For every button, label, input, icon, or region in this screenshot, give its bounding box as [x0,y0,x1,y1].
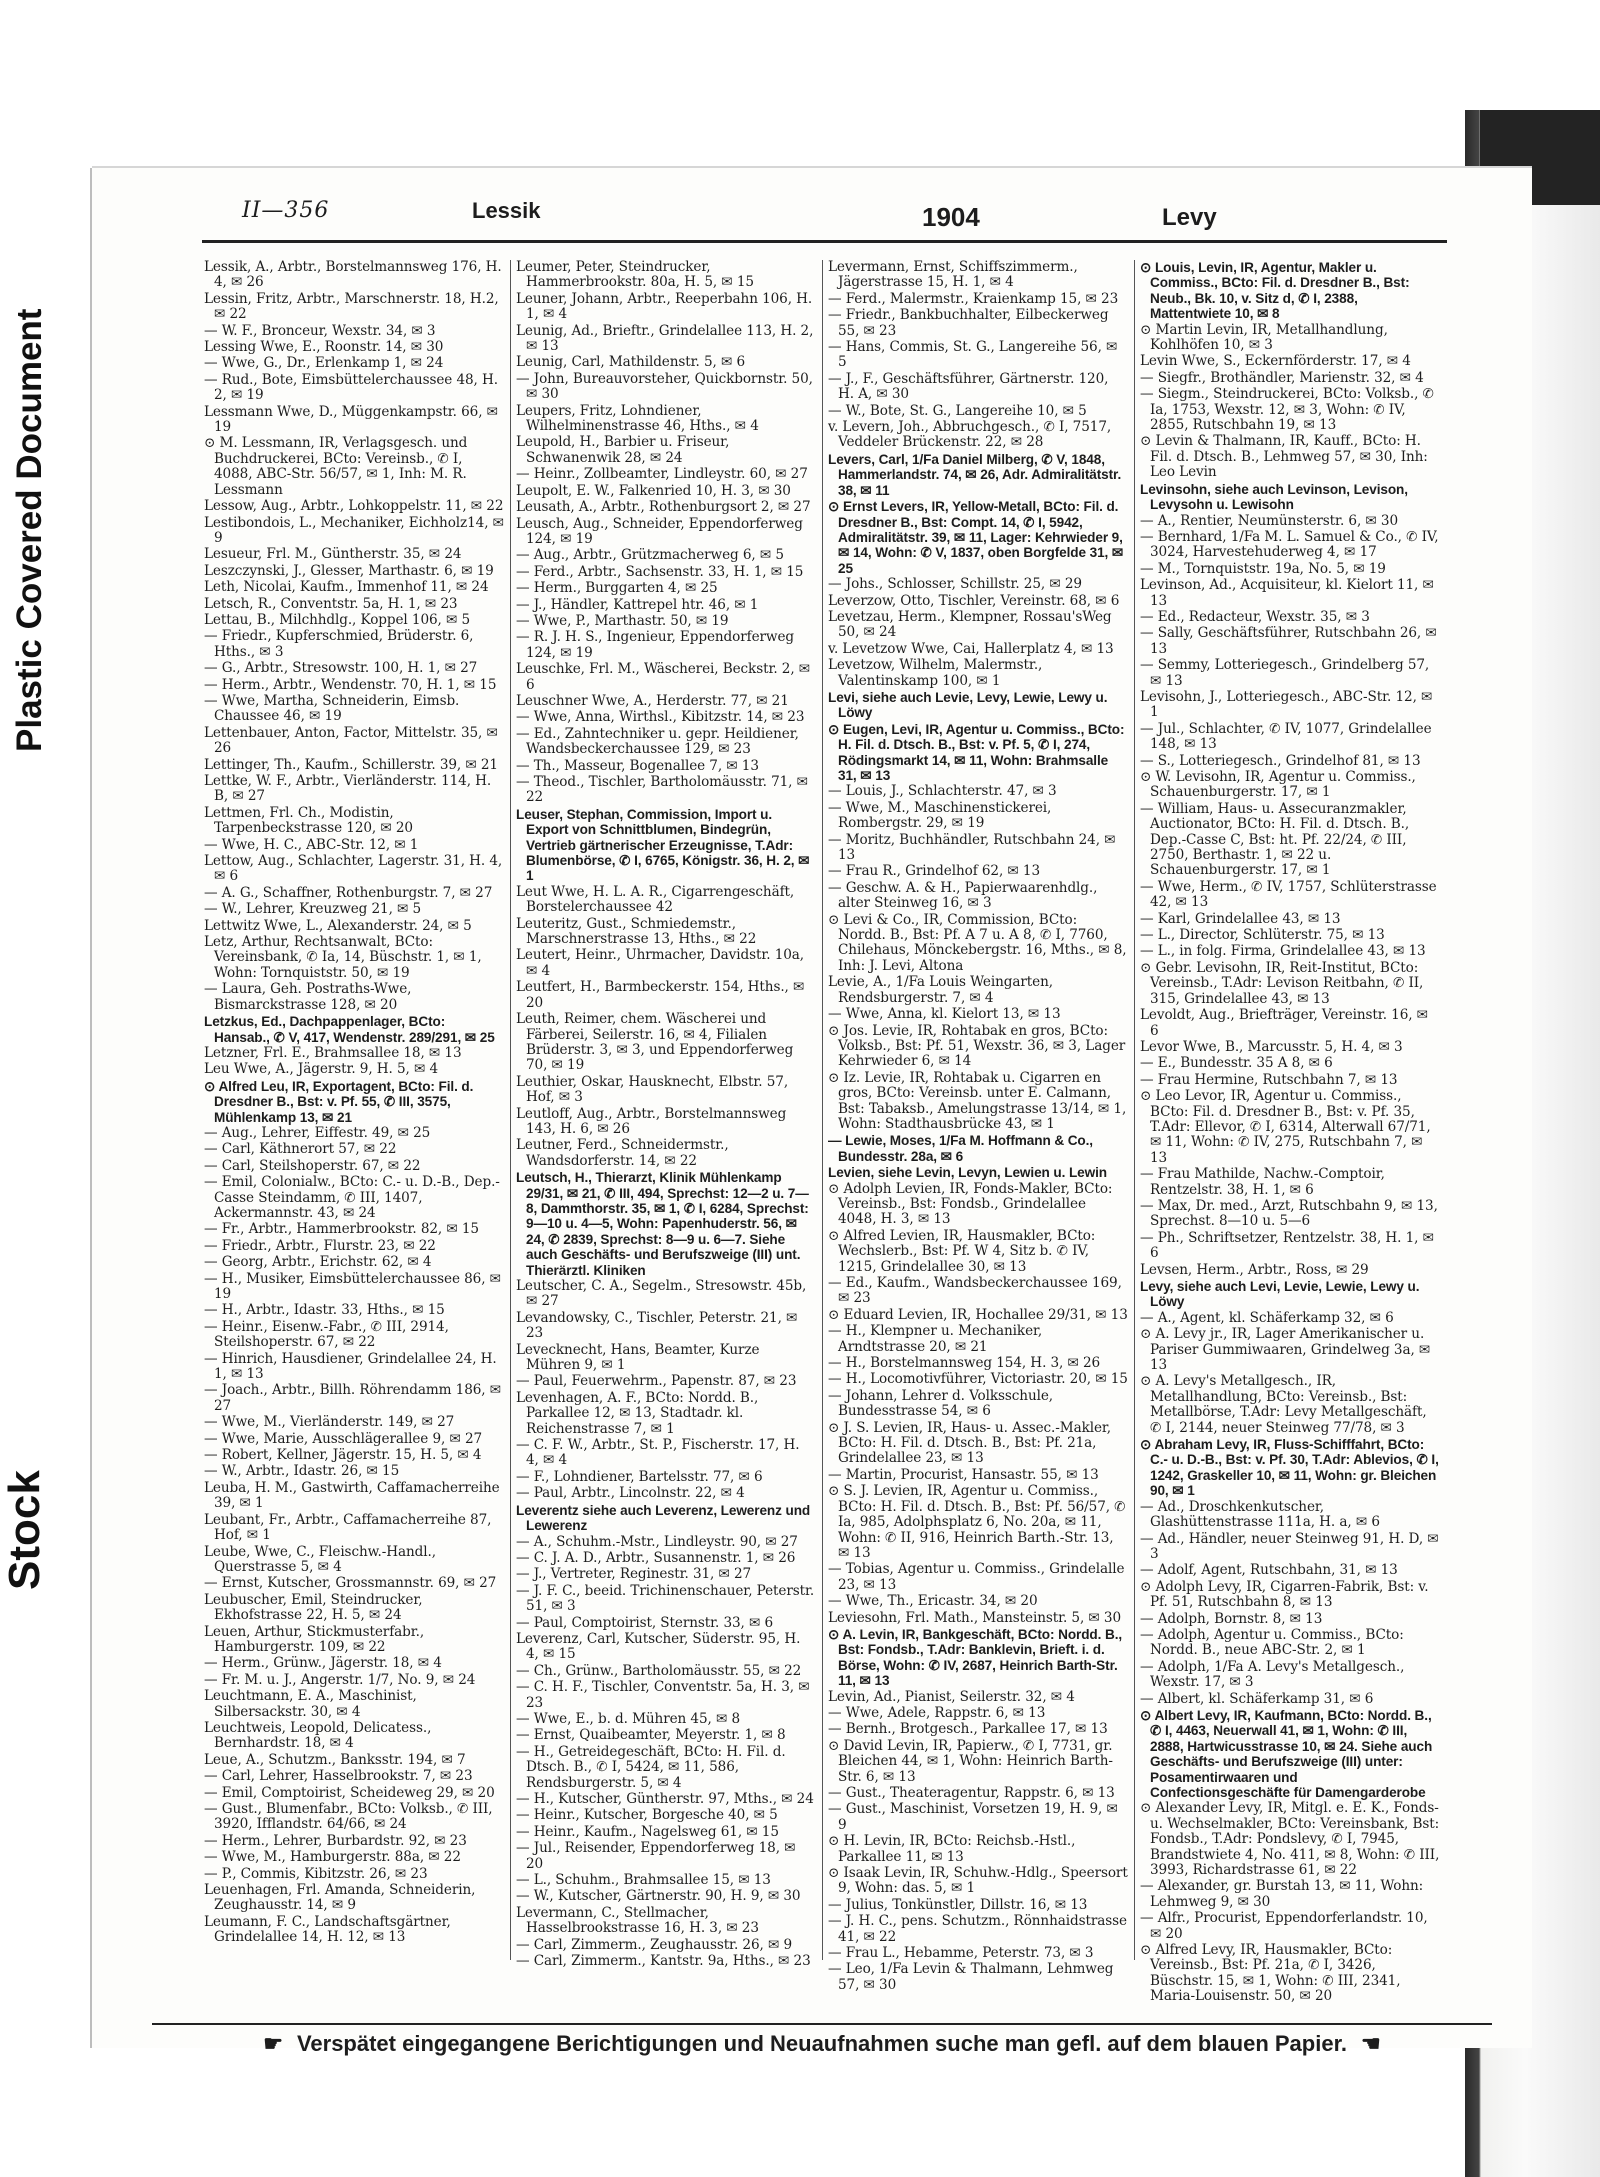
directory-entry: — Jul., Schlachter, ✆ IV, 1077, Grindelallee 148, ✉ 13 [1140,720,1432,753]
directory-entry: — W., Kutscher, Gärtnerstr. 90, H. 9, ✉ 30 [516,1888,801,1905]
directory-entry: — A., Agent, kl. Schäferkamp 32, ✉ 6 [1140,1309,1394,1326]
directory-entry: — Paul, Feuerwehrm., Papenstr. 87, ✉ 23 [516,1373,797,1390]
directory-entry: — Julius, Tonkünstler, Dillstr. 16, ✉ 13 [828,1896,1088,1913]
directory-entry: ⊙ Louis, Levin, IR, Agentur, Makler u. Commiss., BCto: Fil. d. Dresdner B., Bst: Neub., Bk. 10, v. Sitz d, ✆ I, 2388, Mattentwiete 10, ✉ 8 [1140,260,1410,322]
directory-entry: — Wwe, M., Maschinenstickerei, Rombergstr. 29, ✉ 19 [828,799,1052,832]
directory-entry: — Semmy, Lotteriegesch., Grindelberg 57, ✉ 13 [1140,657,1430,689]
directory-entry: — Wwe, Marie, Ausschlägerallee 9, ✉ 27 [204,1430,483,1447]
directory-entry: ⊙ A. Levy's Metallgesch., IR, Metallhandlung, BCto: Vereinsb., Bst: Metallbörse, T.Adr: Levy Metallgeschäft, ✆ I, 2144, neuer Steinweg 77/78, ✉ 3 [1140,1373,1427,1436]
directory-entry: — Georg, Arbtr., Erichstr. 62, ✉ 4 [204,1254,432,1271]
directory-entry: Levie, A., 1/Fa Louis Weingarten, Rendsburgerstr. 7, ✉ 4 [828,974,1053,1006]
directory-entry: — Theod., Tischler, Bartholomäusstr. 71, ✉ 22 [516,774,808,806]
directory-entry: Levoldt, Aug., Briefträger, Vereinstr. 16, ✉ 6 [1140,1007,1428,1039]
directory-entry: — W., Arbtr., Idastr. 26, ✉ 15 [204,1463,400,1480]
directory-entry: — L., in folg. Firma, Grindelallee 43, ✉ 13 [1140,943,1426,960]
directory-entry: Leuteritz, Gust., Schmiedemstr., Marschnerstrasse 13, Hths., ✉ 22 [516,915,757,948]
column-1 [204,260,504,1960]
directory-entry: — John, Bureauvorsteher, Quickbornstr. 50, ✉ 30 [516,370,813,403]
directory-entry: — Ferd., Malermstr., Kraienkamp 15, ✉ 23 [828,290,1119,307]
directory-entry: Leviesohn, Frl. Math., Mansteinstr. 5, ✉ 30 [828,1609,1122,1626]
pointing-hand-icon: ☛ [263,2031,283,2056]
directory-entry: Levor Wwe, B., Marcusstr. 5, H. 4, ✉ 3 [1140,1038,1403,1055]
directory-entry: Lessing Wwe, E., Roonstr. 14, ✉ 30 [204,339,444,356]
directory-entry: — Ph., Schriftsetzer, Rentzelstr. 38, H. 1, ✉ 6 [1140,1229,1434,1262]
directory-entry: — C. F. W., Arbtr., St. P., Fischerstr. 17, H. 4, ✉ 4 [516,1437,800,1469]
directory-entry: Levetzow, Wilhelm, Malermstr., Valentinskamp 100, ✉ 1 [828,657,1043,689]
directory-entry: Lessin, Fritz, Arbtr., Marschnerstr. 18, H.2, ✉ 22 [204,290,499,323]
directory-entry: — Gust., Theateragentur, Rappstr. 6, ✉ 13 [828,1785,1115,1801]
directory-entry: — Tobias, Agentur u. Commiss., Grindelalle 23, ✉ 13 [828,1561,1125,1593]
directory-entry: — Laura, Geh. Postraths-Wwe, Bismarckstrasse 128, ✉ 20 [204,981,412,1013]
pointing-hand-icon: ☚ [1361,2031,1381,2056]
directory-entry: ⊙ J. S. Levien, IR, Haus- u. Assec.-Makler, BCto: H. Fil. d. Dtsch. B., Bst: Pf. 21a, Grindelallee 23, ✉ 13 [828,1419,1112,1467]
directory-entry: — Rud., Bote, Eimsbüttelerchaussee 48, H. 2, ✉ 19 [204,371,498,404]
directory-entry: — Herm., Grünw., Jägerstr. 18, ✉ 4 [204,1655,442,1672]
directory-entry: — W., Lehrer, Kreuzweg 21, ✉ 5 [204,901,422,918]
directory-entry: Leubuscher, Emil, Steindrucker, Ekhofstrasse 22, H. 5, ✉ 24 [204,1591,423,1624]
directory-entry: ⊙ Levin & Thalmann, IR, Kauff., BCto: H. Fil. d. Dtsch. B., Lehmweg 57, ✉ 30, Inh: Leo Levin [1140,433,1428,481]
directory-entry: — E., Bundesstr. 35 A 8, ✉ 6 [1140,1055,1333,1072]
directory-entry: Leusath, A., Arbtr., Rothenburgsort 2, ✉ 27 [516,499,811,516]
directory-entry: — M., Tornquiststr. 19a, No. 5, ✉ 19 [1140,560,1386,577]
directory-entry: Levecknecht, Hans, Beamter, Kurze Mühren 9, ✉ 1 [516,1341,760,1374]
directory-entry: — Moritz, Buchhändler, Rutschbahn 24, ✉ 13 [828,831,1116,864]
directory-entry: — Th., Masseur, Bogenallee 7, ✉ 13 [516,757,759,774]
directory-entry: Levin, Ad., Pianist, Seilerstr. 32, ✉ 4 [828,1688,1075,1705]
directory-entry: Leumann, F. C., Landschaftsgärtner, Grindelallee 14, H. 12, ✉ 13 [204,1913,451,1946]
directory-entry: — Carl, Lehrer, Hasselbrookstr. 7, ✉ 23 [204,1768,473,1785]
directory-entry: — W., Bote, St. G., Langereihe 10, ✉ 5 [828,402,1087,419]
directory-entry: ⊙ H. Levin, IR, BCto: Reichsb.-Hstl., Parkallee 11, ✉ 13 [828,1833,1076,1865]
directory-entry: Leumer, Peter, Steindrucker, Hammerbrookstr. 80a, H. 5, ✉ 15 [516,259,754,291]
directory-entry: — Martin, Procurist, Hansastr. 55, ✉ 13 [828,1466,1099,1483]
directory-entry: Leutsch, H., Thierarzt, Klinik Mühlenkamp 29/31, ✉ 21, ✆ III, 494, Sprechst: 12—2 u. 7—8, Dammthorstr. 35, ✉ 1, ✆ I, 6284, Sprechst: 9—10 u. 4—5, Wohn: Papenhuderstr. 56, ✉ 24, ✆ 2839, Sprechst: 8—9 u. 6—7. Siehe auch Geschäfts- und Berufszweige (III) unt. Thierärztl. Kliniken [516,1170,809,1278]
directory-entry: — Adolph, Bornstr. 8, ✉ 13 [1140,1610,1323,1627]
directory-entry: Leupolt, E. W., Falkenried 10, H. 3, ✉ 30 [516,482,791,499]
directory-entry: — Wwe, P., Marthastr. 50, ✉ 19 [516,612,729,629]
directory-entry: Levers, Carl, 1/Fa Daniel Milberg, ✆ V, 1848, Hammerlandstr. 74, ✉ 26, Adr. Admiralitätstr. 38, ✉ 11 [828,451,1122,498]
directory-entry: Leue, A., Schutzm., Banksstr. 194, ✉ 7 [204,1751,466,1768]
directory-entry: — Ed., Zahntechniker u. gepr. Heildiener, Wandsbeckerchaussee 129, ✉ 23 [516,725,799,758]
directory-entry: Leutner, Ferd., Schneidermstr., Wandsdorferstr. 14, ✉ 22 [516,1137,729,1169]
directory-entry: Leupold, H., Barbier u. Friseur, Schwanenwik 28, ✉ 24 [516,434,730,466]
directory-entry: Leutloff, Aug., Arbtr., Borstelmannsweg 143, H. 6, ✉ 26 [516,1105,787,1137]
directory-entry: — L., Director, Schlüterstr. 75, ✉ 13 [1140,927,1385,944]
directory-entry: — J., Händler, Kattrepel htr. 46, ✉ 1 [516,596,759,613]
directory-entry: — Max, Dr. med., Arzt, Rutschbahn 9, ✉ 13, Sprechst. 8—10 u. 5—6 [1140,1197,1438,1230]
side-fragment: Stock [0,1470,49,1590]
directory-entry: Leuner, Johann, Arbtr., Reeperbahn 106, H. 1, ✉ 4 [516,290,813,323]
directory-entry: — Frau R., Grindelhof 62, ✉ 13 [828,863,1041,880]
directory-entry: — Bernhard, 1/Fa M. L. Samuel & Co., ✆ IV, 3024, Harvestehuderweg 4, ✉ 17 [1140,528,1439,561]
directory-entry: — A., Schuhm.-Mstr., Lindleystr. 90, ✉ 27 [516,1533,798,1550]
directory-entry: — Frau Hermine, Rutschbahn 7, ✉ 13 [1140,1071,1398,1088]
directory-entry: ⊙ Adolph Levy, IR, Cigarren-Fabrik, Bst: v. Pf. 51, Rutschbahn 8, ✉ 13 [1140,1578,1429,1611]
directory-entry: — Wwe, H. C., ABC-Str. 12, ✉ 1 [204,836,419,853]
directory-entry: — Wwe, M., Hamburgerstr. 88a, ✉ 22 [204,1849,461,1866]
directory-entry: Levisohn, J., Lotteriegesch., ABC-Str. 12, ✉ 1 [1140,688,1433,721]
directory-entry: — Alfr., Procurist, Eppendorferlandstr. 10, ✉ 20 [1140,1910,1428,1942]
directory-entry: — H., Locomotivführer, Victoriastr. 20, ✉ 15 [828,1371,1128,1388]
directory-entry: ⊙ Alexander Levy, IR, Mitgl. e. E. K., Fonds-u. Wechselmakler, BCto: Vereinsbank, Bst: Fondsb., T.Adr: Pondslevy, ✆ I, 7945, Brandstwiete 4, No. 411, ✉ 8, Wohn: ✆ III, 3993, Richardstrasse 61, ✉ 22 [1140,1800,1440,1879]
directory-entry: — Emil, Comptoirist, Scheideweg 29, ✉ 20 [204,1784,495,1801]
side-label: Plastic Covered Document [10,308,49,752]
directory-entry: — H., Borstelmannsweg 154, H. 3, ✉ 26 [828,1355,1101,1372]
directory-entry: ⊙ Isaak Levin, IR, Schuhw.-Hdlg., Speersort 9, Wohn: das. 5, ✉ 1 [828,1865,1128,1897]
directory-entry: — J., Vertreter, Reginestr. 31, ✉ 27 [516,1566,752,1583]
directory-entry: — Wwe, Anna, Wirthsl., Kibitzstr. 14, ✉ 23 [516,709,805,726]
directory-entry: Lettow, Aug., Schlachter, Lagerstr. 31, H. 4, ✉ 6 [204,853,503,885]
directory-entry: Leu Wwe, A., Jägerstr. 9, H. 5, ✉ 4 [204,1061,439,1078]
guide-word-left: Lessik [472,198,541,223]
footer-notice [152,2023,1492,2063]
directory-entry: — Carl, Steilshoperstr. 67, ✉ 22 [204,1157,421,1174]
directory-entry: — A., Rentier, Neumünsterstr. 6, ✉ 30 [1140,512,1398,529]
directory-entry: — Louis, J., Schlachterstr. 47, ✉ 3 [828,783,1057,800]
directory-entry: Levi, siehe auch Levie, Levy, Lewie, Lewy u. Löwy [828,689,1108,721]
directory-entry: — Heinr., Zollbeamter, Lindleystr. 60, ✉ 27 [516,466,808,483]
directory-entry: — Hinrich, Hausdiener, Grindelallee 24, H. 1, ✉ 13 [204,1350,497,1383]
directory-entry: — C. H. F., Tischler, Conventstr. 5a, H. 3, ✉ 23 [516,1679,810,1711]
directory-entry: — Gust., Blumenfabr., BCto: Volksb., ✆ III, 3920, Ifflandstr. 64/66, ✉ 24 [204,1801,493,1833]
directory-entry: — R. J. H. S., Ingenieur, Eppendorferweg 124, ✉ 19 [516,629,795,661]
directory-entry: — Frau Mathilde, Nachw.-Comptoir, Rentzelstr. 38, H. 1, ✉ 6 [1140,1166,1385,1198]
directory-entry: Levsen, Herm., Arbtr., Ross, ✉ 29 [1140,1261,1369,1278]
directory-entry: ⊙ Eugen, Levi, IR, Agentur u. Commiss., BCto: H. Fil. d. Dtsch. B., Bst: v. Pf. 5, ✆ I, 274, Rödingsmarkt 14, ✉ 11, Wohn: Brahmsalle 31, ✉ 13 [828,721,1125,783]
directory-entry: Leunig, Ad., Brieftr., Grindelallee 113, H. 2, ✉ 13 [516,322,814,355]
directory-entry: Leuschke, Frl. M., Wäscherei, Beckstr. 2, ✉ 6 [516,661,811,693]
directory-entry: Leupers, Fritz, Lohndiener, Wilhelminenstrasse 46, Hths., ✉ 4 [516,402,759,435]
directory-entry: — Ernst, Quaibeamter, Meyerstr. 1, ✉ 8 [516,1727,786,1744]
directory-entry: — Heinr., Kutscher, Borgesche 40, ✉ 5 [516,1807,778,1824]
directory-entry: — Albert, kl. Schäferkamp 31, ✉ 6 [1140,1690,1374,1707]
column-4 [1140,260,1440,2005]
directory-entry: — J. H. C., pens. Schutzm., Rönnhaidstrasse 41, ✉ 22 [828,1913,1127,1945]
directory-entry: ⊙ Adolph Levien, IR, Fonds-Makler, BCto: Vereinsb., Bst: Fondsb., Grindelallee 4048, H. 3, ✉ 13 [828,1180,1113,1228]
directory-entry: — Carl, Käthnerort 57, ✉ 22 [204,1141,397,1158]
directory-entry: — Friedr., Arbtr., Flurstr. 23, ✉ 22 [204,1237,436,1254]
directory-entry: — Adolph, Agentur u. Commiss., BCto: Nordd. B., neue ABC-Str. 2, ✉ 1 [1140,1626,1404,1659]
directory-entry: Letz, Arthur, Rechtsanwalt, BCto: Vereinsbank, ✆ Ia, 14, Büschstr. 1, ✉ 1, Wohn: Tornquiststr. 50, ✉ 19 [204,934,482,981]
directory-entry: Leuschner Wwe, A., Herderstr. 77, ✉ 21 [516,692,789,709]
directory-entry: — H., Getreidegeschäft, BCto: H. Fil. d. Dtsch. B., ✆ I, 5424, ✉ 11, 586, Rendsburgerstr. 5, ✉ 4 [516,1743,786,1791]
directory-entry: — Herm., Lehrer, Burbardstr. 92, ✉ 23 [204,1832,467,1849]
directory-entry: Levinsohn, siehe auch Levinson, Levison, Levysohn u. Lewisohn [1140,481,1408,513]
page-number: II—356 [242,198,330,223]
directory-entry: — Friedr., Kupferschmied, Brüderstr. 6, Hths., ✉ 3 [204,628,474,660]
directory-entry: Lettke, W. F., Arbtr., Vierländerstr. 114, H. B, ✉ 27 [204,773,492,805]
directory-entry: — W. F., Bronceur, Wexstr. 34, ✉ 3 [204,322,436,339]
directory-entry: Leuba, H. M., Gastwirth, Caffamacherreihe 39, ✉ 1 [204,1479,500,1512]
directory-entry: — Wwe, Adele, Rappstr. 6, ✉ 13 [828,1704,1046,1721]
directory-entry: — S., Lotteriegesch., Grindelhof 81, ✉ 13 [1140,752,1421,769]
directory-entry: Levy, siehe auch Levi, Levie, Lewie, Lewy u. Löwy [1140,1279,1420,1310]
directory-entry: Leutscher, C. A., Segelm., Stresowstr. 45b, ✉ 27 [516,1278,807,1310]
directory-entry: — Adolf, Agent, Rutschbahn, 31, ✉ 13 [1140,1562,1398,1579]
directory-entry: Leusch, Aug., Schneider, Eppendorferweg 124, ✉ 19 [516,515,803,547]
directory-entry: ⊙ S. J. Levien, IR, Agentur u. Commiss., BCto: H. Fil. d. Dtsch. B., Bst: Pf. 56/57, ✆ Ia, 985, Adolphsplatz 6, No. 20a, ✉ 11, Wohn: ✆ II, 916, Heinrich Barth.-Str. 13, ✉ 13 [828,1483,1126,1561]
directory-entry: Leverenz, Carl, Kutscher, Süderstr. 95, H. 4, ✉ 15 [516,1630,801,1663]
directory-page [92,168,1532,2056]
column-3 [828,259,1128,1993]
directory-entry: Leubant, Fr., Arbtr., Caffamacherreihe 87, Hof, ✉ 1 [204,1511,492,1544]
directory-entry: — Johann, Lehrer d. Volksschule, Bundesstrasse 54, ✉ 6 [828,1387,1054,1420]
directory-entry: ⊙ Alfred Levy, IR, Hausmakler, BCto: Vereinsb., Bst: Pf. 21a, ✆ I, 3426, Büschstr. 15, ✉ 1, Wohn: ✆ III, 2341, Maria-Louisenstr. 50, ✉ 20 [1140,1942,1401,2005]
guide-word-right: Levy [1162,204,1217,231]
directory-entry: — H., Klempner u. Mechaniker, Arndtstrasse 20, ✉ 21 [828,1323,1043,1355]
directory-entry: — Geschw. A. & H., Papierwaarenhdlg., alter Steinweg 16, ✉ 3 [828,879,1098,912]
directory-entry: ⊙ A. Levy jr., IR, Lager Amerikanischer u. Pariser Gummiwaaren, Grindelweg 3a, ✉ 13 [1140,1326,1431,1374]
directory-entry: Levinson, Ad., Acquisiteur, kl. Kielort 11, ✉ 13 [1140,577,1434,609]
directory-entry: ⊙ Eduard Levien, IR, Hochallee 29/31, ✉ 13 [828,1306,1128,1323]
directory-entry: — Fr., Arbtr., Hammerbrookstr. 82, ✉ 15 [204,1221,479,1238]
directory-entry: — Wwe, Martha, Schneiderin, Eimsb. Chaussee 46, ✉ 19 [204,692,460,725]
directory-entry: — Ad., Händler, neuer Steinweg 91, H. D, ✉ 3 [1140,1530,1439,1562]
directory-entry: — Heinr., Kaufm., Nagelsweg 61, ✉ 15 [516,1823,779,1840]
directory-entry: ⊙ David Levin, IR, Papierw., ✆ I, 7731, gr. Bleichen 44, ✉ 1, Wohn: Heinrich Barth-Str. 6, ✉ 13 [828,1737,1113,1785]
directory-entry: ⊙ M. Lessmann, IR, Verlagsgesch. und Buchdruckerei, BCto: Vereinsb., ✆ I, 4088, ABC-Str. 56/57, ✉ 1, Inh: M. R. Lessmann [204,435,468,498]
directory-entry: Letsch, R., Conventstr. 5a, H. 1, ✉ 23 [204,595,458,612]
directory-entry: — Wwe, Anna, kl. Kielort 13, ✉ 13 [828,1006,1061,1023]
directory-entry: Leuser, Stephan, Commission, Import u. Export von Schnittblumen, Bindegrün, Vertrieb gärtnerischer Erzeugnisse, T.Adr: Blumenbörse, ✆ I, 6765, Königstr. 36, H. 2, ✉ 1 [516,806,810,884]
directory-entry: — L., Schuhm., Brahmsallee 15, ✉ 13 [516,1872,771,1889]
directory-entry: ⊙ Abraham Levy, IR, Fluss-Schifffahrt, BCto: C.- u. D.-B., Bst: v. Pf. 30, T.Adr: Ablevios, ✆ I, 1242, Graskeller 10, ✉ 11, Wohn: gr. Bleichen 90, ✉ 1 [1140,1437,1439,1499]
directory-entry: — Wwe, E., b. d. Mühren 45, ✉ 8 [516,1710,741,1727]
directory-entry: — Leo, 1/Fa Levin & Thalmann, Lehmweg 57, ✉ 30 [828,1961,1114,1993]
directory-entry: ⊙ Gebr. Levisohn, IR, Reit-Institut, BCto: Vereinsb., T.Adr: Levison Reitbahn, ✆ II, 315, Grindelallee 43, ✉ 13 [1140,959,1424,1007]
header-rule [202,240,1447,243]
directory-entry: — P., Commis, Kibitzstr. 26, ✉ 23 [204,1865,428,1882]
directory-entry: — A. G., Schaffner, Rothenburgstr. 7, ✉ 27 [204,884,493,901]
directory-entry: Leutfert, H., Barmbeckerstr. 154, Hths., ✉ 20 [516,979,805,1011]
directory-entry: Leuthier, Oskar, Hausknecht, Elbstr. 57, Hof, ✉ 3 [516,1073,789,1106]
directory-entry: — Heinr., Eisenw.-Fabr., ✆ III, 2914, Steilshoperstr. 67, ✉ 22 [204,1318,449,1351]
directory-entry: — Herm., Arbtr., Wendenstr. 70, H. 1, ✉ 15 [204,676,497,693]
directory-entry: — Wwe, G., Dr., Erlenkamp 1, ✉ 24 [204,355,444,372]
directory-entry: — Sally, Geschäftsführer, Rutschbahn 26, ✉ 13 [1140,625,1437,657]
directory-entry: — Aug., Lehrer, Eiffestr. 49, ✉ 25 [204,1124,431,1141]
directory-entry: — Lewie, Moses, 1/Fa M. Hoffmann & Co., Bundesstr. 28a, ✉ 6 [828,1133,1093,1164]
directory-entry: Levandowsky, C., Tischler, Peterstr. 21, ✉ 23 [516,1309,798,1342]
directory-entry: Lettinger, Th., Kaufm., Schillerstr. 39, ✉ 21 [204,756,498,773]
directory-entry: ⊙ Albert Levy, IR, Kaufmann, BCto: Nordd. B., ✆ I, 4463, Neuerwall 41, ✉ 1, Wohn: ✆ III, 2888, Hartwicusstrasse 10, ✉ 24. Siehe auch Geschäfts- und Berufszweige (III) unter: Posamentirwaaren und Confectionsgeschäfte für Damengarderobe [1140,1707,1433,1800]
footer-text: Verspätet eingegangene Berichtigungen und Neuaufnahmen suche man gefl. auf dem blauen Papier. [296,2031,1348,2056]
directory-entry: — Friedr., Bankbuchhalter, Eilbeckerweg 55, ✉ 23 [828,307,1109,339]
directory-entry: — Jul., Reisender, Eppendorferweg 18, ✉ 20 [516,1840,796,1872]
directory-entry: — C. J. A. D., Arbtr., Susannenstr. 1, ✉ 26 [516,1549,796,1566]
directory-entry: ⊙ Levi & Co., IR, Commission, BCto: Nordd. B., Bst: Pf. A 7 u. A 8, ✆ I, 7760, Chilehaus, Mönckebergstr. 16, Mths., ✉ 8, Inh: J. Levi, Altona [828,911,1127,974]
directory-entry: — Alexander, gr. Burstah 13, ✉ 11, Wohn: Lehmweg 9, ✉ 30 [1140,1878,1424,1910]
directory-entry: Lessmann Wwe, D., Müggenkampstr. 66, ✉ 19 [204,403,498,436]
directory-entry: — Ch., Grünw., Bartholomäusstr. 55, ✉ 22 [516,1662,802,1679]
directory-entry: Lesueur, Frl. M., Güntherstr. 35, ✉ 24 [204,546,462,563]
directory-entry: ⊙ Alfred Leu, IR, Exportagent, BCto: Fil. d. Dresdner B., Bst: v. Pf. 55, ✆ III, 3575, Mühlenkamp 13, ✉ 21 [204,1078,474,1125]
directory-entry: Lestibondois, L., Mechaniker, Eichholz14, ✉ 9 [204,514,504,546]
directory-entry: — Ed., Kaufm., Wandsbeckerchaussee 169, ✉ 23 [828,1275,1122,1307]
directory-entry: Letzner, Frl. E., Brahmsallee 18, ✉ 13 [204,1044,462,1061]
directory-entry: — Robert, Kellner, Jägerstr. 15, H. 5, ✉ 4 [204,1447,482,1464]
directory-entry: v. Levern, Joh., Abbruchgesch., ✆ I, 7517, Veddeler Brückenstr. 22, ✉ 28 [828,419,1112,451]
directory-entry: — Ferd., Arbtr., Sachsenstr. 33, H. 1, ✉ 15 [516,563,804,580]
directory-entry: — Wwe, M., Vierländerstr. 149, ✉ 27 [204,1414,455,1431]
directory-entry: — Carl, Zimmerm., Kantstr. 9a, Hths., ✉ 23 [516,1953,811,1970]
directory-entry: ⊙ Iz. Levie, IR, Rohtabak u. Cigarren en gros, BCto: Vereinsb. unter E. Calmann, Bst: Tabaksb., Amelungstrasse 13/14, ✉ 1, Wohn: Stadthausbrücke 43, ✉ 1 [828,1069,1127,1132]
directory-entry: Leutert, Heinr., Uhrmacher, Davidstr. 10a, ✉ 4 [516,947,805,979]
directory-entry: — H., Musiker, Eimsbüttelerchaussee 86, ✉ 19 [204,1270,501,1302]
directory-entry: Levermann, C., Stellmacher, Hasselbrookstrasse 16, H. 3, ✉ 23 [516,1904,759,1937]
directory-entry: v. Levetzow Wwe, Cai, Hallerplatz 4, ✉ 13 [828,640,1114,657]
directory-entry: Lettau, B., Milchhdlg., Koppel 106, ✉ 5 [204,611,471,628]
directory-entry: — H., Kutscher, Güntherstr. 97, Mths., ✉ 24 [516,1791,814,1807]
directory-entry: — Herm., Burggarten 4, ✉ 25 [516,580,718,597]
directory-entry: — Bernh., Brotgesch., Parkallee 17, ✉ 13 [828,1721,1108,1738]
directory-entry: Levermann, Ernst, Schiffszimmerm., Jägerstrasse 15, H. 1, ✉ 4 [828,259,1078,291]
directory-entry: — Carl, Zimmerm., Zeughausstr. 26, ✉ 9 [516,1936,792,1953]
directory-entry: ⊙ Alfred Levien, IR, Hausmakler, BCto: Wechslerb., Bst: Pf. W 4, Sitz b. ✆ IV, 1215, Grindelallee 30, ✉ 13 [828,1227,1096,1275]
directory-entry: — Ad., Droschkenkutscher, Glashüttenstrasse 111a, H. a, ✉ 6 [1140,1498,1380,1531]
directory-entry: Levien, siehe Levin, Levyn, Lewien u. Lewin [828,1165,1107,1181]
directory-entry: Leverentz siehe auch Leverenz, Lewerenz und Lewerenz [516,1502,811,1534]
directory-entry: — Johs., Schlosser, Schillstr. 25, ✉ 29 [828,576,1082,593]
directory-entry: Lettenbauer, Anton, Factor, Mittelstr. 35, ✉ 26 [204,724,498,757]
directory-entry: Leuenhagen, Frl. Amanda, Schneiderin, Zeughausstr. 14, ✉ 9 [204,1882,476,1914]
directory-entry: ⊙ Jos. Levie, IR, Rohtabak en gros, BCto: Volksb., Bst: Pf. 51, Wexstr. 36, ✉ 3, Lager Kehrwieder 6, ✉ 14 [828,1022,1126,1070]
directory-entry: Leuth, Reimer, chem. Wäscherei und Färberei, Seilerstr. 16, ✉ 4, Filialen Brüderstr. 3, ✉ 3, und Eppendorferweg 70, ✉ 19 [516,1011,794,1074]
column-2 [516,259,816,1970]
directory-entry: ⊙ Ernst Levers, IR, Yellow-Metall, BCto: Fil. d. Dresdner B., Bst: Compt. 14, ✆ I, 5942, Admiralitätstr. 39, ✉ 11, Lager: Kehrwieder 9, ✉ 14, Wohn: ✆ V, 1837, oben Borgfelde 31, ✉ 25 [828,499,1124,576]
directory-entry: — H., Arbtr., Idastr. 33, Hths., ✉ 15 [204,1302,445,1319]
directory-entry: — Ed., Redacteur, Wexstr. 35, ✉ 3 [1140,608,1370,625]
directory-entry: — Frau L., Hebamme, Peterstr. 73, ✉ 3 [828,1945,1094,1962]
directory-entry: — Ernst, Kutscher, Grossmannstr. 69, ✉ 27 [204,1575,497,1592]
directory-entry: ⊙ A. Levin, IR, Bankgeschäft, BCto: Nordd. B., Bst: Fondsb., T.Adr: Banklevin, Brieft. i. d. Börse, Wohn: ✆ IV, 2687, Heinrich Barth-Str. 11, ✉ 13 [828,1626,1123,1689]
directory-entry: — Siegfr., Brothändler, Marienstr. 32, ✉ 4 [1140,369,1424,386]
directory-entry: — Adolph, 1/Fa A. Levy's Metallgesch., Wexstr. 17, ✉ 3 [1140,1658,1405,1691]
directory-entry: — Siegm., Steindruckerei, BCto: Volksb., ✆ Ia, 1753, Wexstr. 12, ✉ 3, Wohn: ✆ IV, 2855, Rutschbahn 19, ✉ 13 [1140,386,1434,434]
directory-entry: — Fr. M. u. J., Angerstr. 1/7, No. 9, ✉ 24 [204,1671,476,1688]
directory-entry: Lessik, A., Arbtr., Borstelmannsweg 176, H. 4, ✉ 26 [204,259,502,291]
directory-entry: Levenhagen, A. F., BCto: Nordd. B., Parkallee 12, ✉ 13, Stadtadr. kl. Reichenstrasse 7, ✉ 1 [516,1389,759,1437]
directory-entry: Levetzau, Herm., Klempner, Rossau'sWeg 50, ✉ 24 [828,608,1112,641]
directory-entry: — G., Arbtr., Stresowstr. 100, H. 1, ✉ 27 [204,660,478,677]
directory-entry: Leuen, Arthur, Stickmusterfabr., Hamburgerstr. 109, ✉ 22 [204,1623,425,1655]
directory-entry: Lettmen, Frl. Ch., Modistin, Tarpenbeckstrasse 120, ✉ 20 [204,804,413,837]
directory-entry: Levin Wwe, S., Eckernförderstr. 17, ✉ 4 [1140,353,1411,370]
directory-entry: — Aug., Arbtr., Grützmacherweg 6, ✉ 5 [516,547,784,564]
directory-entry: — William, Haus- u. Assecuranzmakler, Auctionator, BCto: H. Fil. d. Dtsch. B., Dep.-Casse C, Bst: ht. Pf. 22/24, ✆ III, 2750, Berthastr. 1, ✉ 22 u. Schauenburgerstr. 17, ✉ 1 [1140,800,1410,879]
directory-entry: Lettwitz Wwe, L., Alexanderstr. 24, ✉ 5 [204,917,472,934]
directory-entry: — Wwe, Herm., ✆ IV, 1757, Schlüterstrasse 42, ✉ 13 [1140,878,1437,911]
directory-entry: Leuchtmann, E. A., Maschinist, Silbersackstr. 30, ✉ 4 [204,1688,417,1720]
directory-entry: Leverzow, Otto, Tischler, Vereinstr. 68, ✉ 6 [828,592,1120,609]
directory-entry: ⊙ Martin Levin, IR, Metallhandlung, Kohlhöfen 10, ✉ 3 [1140,321,1388,354]
directory-entry: ⊙ W. Levisohn, IR, Agentur u. Commiss., Schauenburgerstr. 17, ✉ 1 [1140,769,1416,801]
directory-entry: — J. F. C., beeid. Trichinenschauer, Peterstr. 51, ✉ 3 [516,1582,815,1615]
directory-entry: — Hans, Commis, St. G., Langereihe 56, ✉ 5 [828,339,1118,371]
directory-entry: Leth, Nicolai, Kaufm., Immenhof 11, ✉ 24 [204,579,489,596]
directory-entry: Leszczynski, J., Glesser, Marthastr. 6, ✉ 19 [204,562,494,579]
directory-entry: Leuchtweis, Leopold, Delicatess., Bernhardstr. 18, ✉ 4 [204,1719,432,1752]
directory-entry: Leut Wwe, H. L. A. R., Cigarrengeschäft, Borstelerchaussee 42 [516,883,795,916]
directory-entry: — Wwe, Th., Ericastr. 34, ✉ 20 [828,1593,1038,1610]
directory-entry: Leunig, Carl, Mathildenstr. 5, ✉ 6 [516,354,746,371]
directory-entry: — Gust., Maschinist, Vorsetzen 19, H. 9, ✉ 9 [828,1801,1118,1833]
directory-entry: — Paul, Arbtr., Lincolnstr. 22, ✉ 4 [516,1485,745,1502]
directory-entry: Lessow, Aug., Arbtr., Lohkoppelstr. 11, ✉ 22 [204,498,504,515]
directory-entry: — J., F., Geschäftsführer, Gärtnerstr. 120, H. A, ✉ 30 [828,370,1109,403]
directory-entry: — F., Lohndiener, Bartelsstr. 77, ✉ 6 [516,1468,763,1485]
directory-entry: — Joach., Arbtr., Billh. Röhrendamm 186, ✉ 27 [204,1382,502,1414]
directory-entry: — Paul, Comptoirist, Sternstr. 33, ✉ 6 [516,1614,774,1631]
columns [204,259,1444,2005]
directory-entry: — Emil, Colonialw., BCto: C.- u. D.-B., Dep.-Casse Steindamm, ✆ III, 1407, Ackermannstr. 43, ✉ 24 [204,1174,500,1221]
directory-entry: — Karl, Grindelallee 43, ✉ 13 [1140,910,1341,927]
directory-entry: ⊙ Leo Levor, IR, Agentur u. Commiss., BCto: Fil. d. Dresdner B., Bst: v. Pf. 35, T.Adr: Ellevor, ✆ I, 6314, Alterwall 67/71, ✉ 11, Wohn: ✆ IV, 275, Rutschbahn 7, ✉ 13 [1140,1088,1431,1166]
year: 1904 [922,202,980,232]
directory-entry: Letzkus, Ed., Dachpappenlager, BCto: Hansab., ✆ V, 417, Wendenstr. 289/291, ✉ 25 [204,1014,495,1045]
directory-entry: Leube, Wwe, C., Fleischw.-Handl., Querstrasse 5, ✉ 4 [204,1543,436,1575]
